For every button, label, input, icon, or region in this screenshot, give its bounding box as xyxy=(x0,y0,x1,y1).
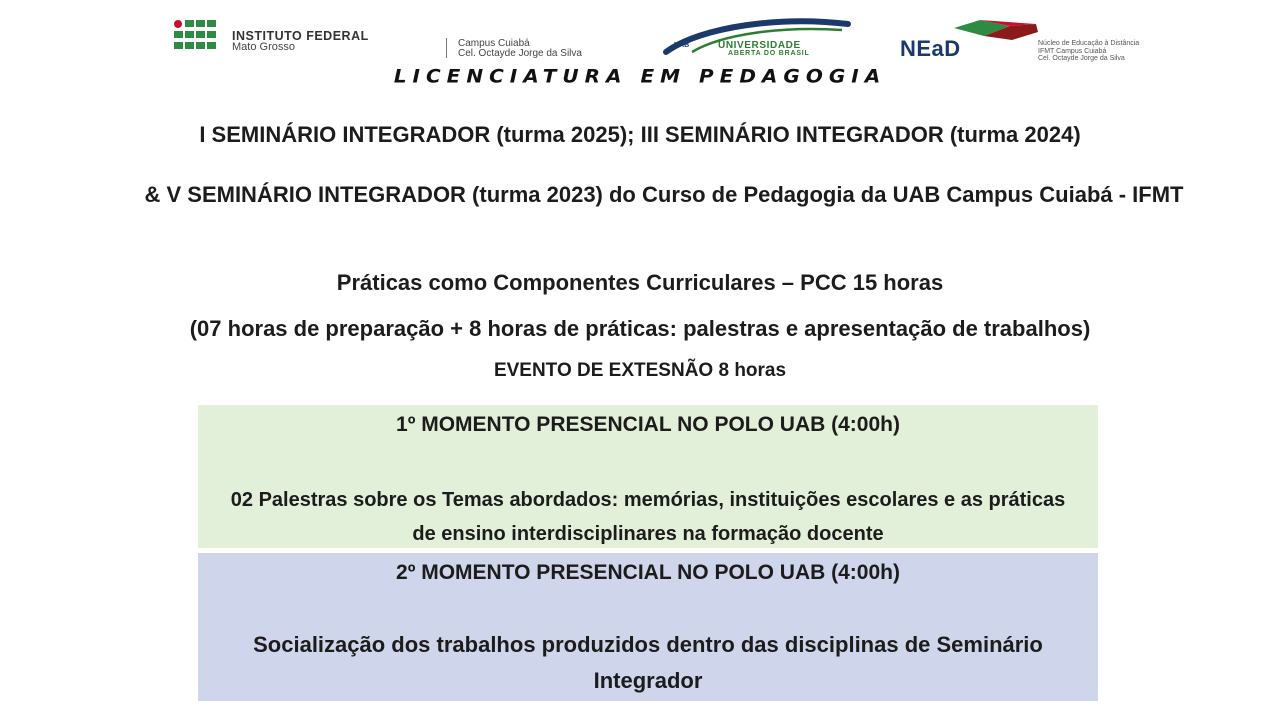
moment-1-box xyxy=(198,405,1098,548)
moment-1-body: 02 Palestras sobre os Temas abordados: memórias, instituições escolares e as práticas de ensino interdisciplinares na formação docente xyxy=(230,489,1066,545)
moment-2-box xyxy=(198,553,1098,701)
course-title: LICENCIATURA EM PEDAGOGIA xyxy=(393,64,887,88)
nead-sub-line2: IFMT Campus Cuiabá xyxy=(1038,47,1107,55)
uab-tag: UAB xyxy=(674,42,690,49)
ifmt-grid-icon xyxy=(174,20,224,50)
header-logos xyxy=(0,14,1280,64)
ifmt-campus-line2: Cel. Octayde Jorge da Silva xyxy=(458,48,582,59)
nead-sub-line3: Cel. Octayde Jorge da Silva xyxy=(1038,55,1125,62)
moment-2-title: 2º MOMENTO PRESENCIAL NO POLO UAB (4:00h) xyxy=(396,561,900,584)
seminar-line-2: & V SEMINÁRIO INTEGRADOR (turma 2023) do Curso de Pedagogia da UAB Campus Cuiabá - IFMT xyxy=(144,182,1184,207)
nead-wordmark: NEaD xyxy=(900,36,961,61)
pcc-hours: Práticas como Componentes Curriculares – PCC 15 horas xyxy=(336,270,944,295)
ifmt-campus xyxy=(458,39,582,59)
uab-logo xyxy=(662,16,852,58)
uab-line1: UNIVERSIDADE xyxy=(718,40,801,51)
seminar-line-1: I SEMINÁRIO INTEGRADOR (turma 2025); III SEMINÁRIO INTEGRADOR (turma 2024) xyxy=(199,122,1081,147)
nead-subtitle xyxy=(1038,40,1139,63)
ifmt-divider xyxy=(446,38,447,58)
ifmt-campus-line1: Campus Cuiabá xyxy=(458,38,530,49)
nead-logo xyxy=(898,18,1198,62)
ifmt-title: INSTITUTO FEDERAL xyxy=(232,29,369,43)
moment-2-body: Socialização dos trabalhos produzidos dentro das disciplinas de Seminário Integrador xyxy=(253,632,1043,693)
moment-1-title: 1º MOMENTO PRESENCIAL NO POLO UAB (4:00h) xyxy=(396,413,900,436)
nead-book-icon xyxy=(950,18,1040,42)
nead-sub-line1: Núcleo de Educação à Distância xyxy=(1038,40,1140,47)
ifmt-subtitle: Mato Grosso xyxy=(232,41,295,53)
uab-line2: ABERTA DO BRASIL xyxy=(728,50,810,57)
hours-breakdown: (07 horas de preparação + 8 horas de práticas: palestras e apresentação de trabalhos) xyxy=(189,316,1091,341)
ifmt-wordmark xyxy=(232,30,369,53)
extension-event: EVENTO DE EXTESNÃO 8 horas xyxy=(493,360,787,381)
